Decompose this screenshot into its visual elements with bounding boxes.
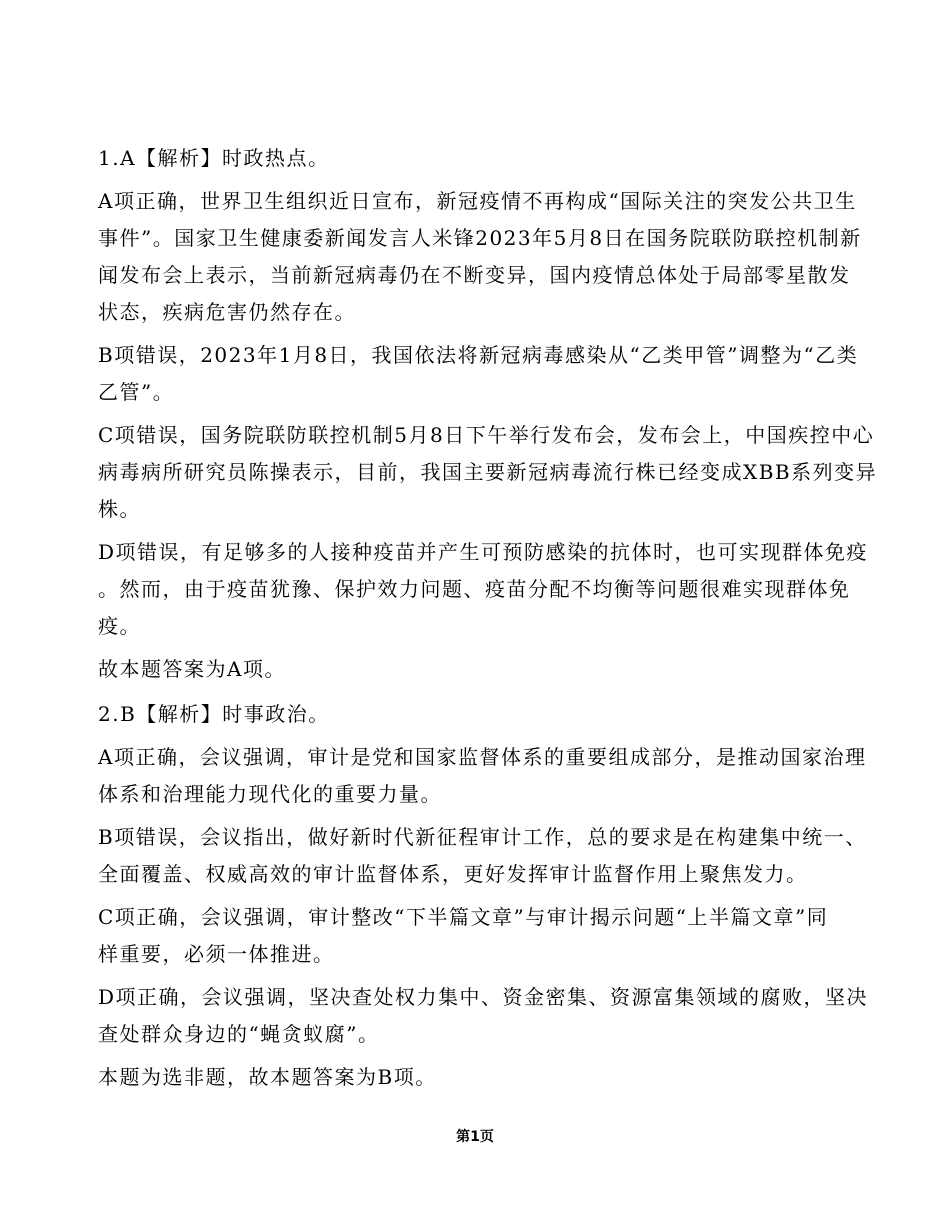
text-line: 本题为选非题，故本题答案为B项。 bbox=[98, 1065, 437, 1089]
answer-paragraph bbox=[98, 417, 888, 528]
answer-paragraph bbox=[98, 819, 888, 893]
text-line: A项正确，世界卫生组织近日宣布，新冠疫情不再构成“国际关注的突发公共卫生 bbox=[98, 189, 857, 213]
answer-paragraph bbox=[98, 739, 888, 813]
answer-paragraph bbox=[98, 1059, 888, 1096]
text-line: 疫。 bbox=[98, 614, 141, 638]
text-line: 全面覆盖、权威高效的审计监督体系，更好发挥审计监督作用上聚焦发力。 bbox=[98, 862, 808, 886]
text-line: 病毒病所研究员陈操表示，目前，我国主要新冠病毒流行株已经变成XBB系列变异 bbox=[98, 460, 878, 484]
text-line: 。然而，由于疫苗犹豫、保护效力问题、疫苗分配不均衡等问题很难实现群体免 bbox=[98, 577, 851, 601]
text-line: 状态，疾病危害仍然存在。 bbox=[98, 300, 356, 324]
answer-paragraph bbox=[98, 534, 888, 645]
question-heading bbox=[98, 140, 888, 177]
answer-paragraph bbox=[98, 651, 888, 688]
text-line: 株。 bbox=[98, 497, 141, 521]
text-line: 闻发布会上表示，当前新冠病毒仍在不断变异，国内疫情总体处于局部零星散发 bbox=[98, 263, 851, 287]
question-heading bbox=[98, 696, 888, 733]
document-body bbox=[98, 140, 888, 1102]
text-line: 查处群众身边的“蝇贪蚁腐”。 bbox=[98, 1022, 380, 1046]
answer-paragraph bbox=[98, 183, 888, 331]
text-line: C项错误，国务院联防联控机制5月8日下午举行发布会，发布会上，中国疾控中心 bbox=[98, 423, 875, 447]
text-line: 故本题答案为A项。 bbox=[98, 657, 286, 681]
text-line: 样重要，必须一体推进。 bbox=[98, 942, 335, 966]
text-line: B项错误，会议指出，做好新时代新征程审计工作，总的要求是在构建集中统一、 bbox=[98, 825, 867, 849]
text-line: D项错误，有足够多的人接种疫苗并产生可预防感染的抗体时，也可实现群体免疫 bbox=[98, 540, 869, 564]
answer-paragraph bbox=[98, 979, 888, 1053]
text-line: 体系和治理能力现代化的重要力量。 bbox=[98, 782, 442, 806]
text-line: 事件”。国家卫生健康委新闻发言人米锋2023年5月8日在国务院联防联控机制新 bbox=[98, 226, 862, 250]
text-line: B项错误，2023年1月8日，我国依法将新冠病毒感染从“乙类甲管”调整为“乙类 bbox=[98, 343, 859, 367]
text-line: D项正确，会议强调，坚决查处权力集中、资金密集、资源富集领域的腐败，坚决 bbox=[98, 985, 869, 1009]
answer-paragraph bbox=[98, 899, 888, 973]
text-line: A项正确，会议强调，审计是党和国家监督体系的重要组成部分，是推动国家治理 bbox=[98, 745, 867, 769]
text-line: 乙管”。 bbox=[98, 380, 175, 404]
page-number: 第1页 bbox=[456, 1129, 494, 1145]
text-line: 1.A【解析】时政热点。 bbox=[98, 146, 330, 170]
answer-paragraph bbox=[98, 337, 888, 411]
text-line: 2.B【解析】时事政治。 bbox=[98, 702, 330, 726]
text-line: C项正确，会议强调，审计整改“下半篇文章”与审计揭示问题“上半篇文章”同 bbox=[98, 905, 829, 929]
